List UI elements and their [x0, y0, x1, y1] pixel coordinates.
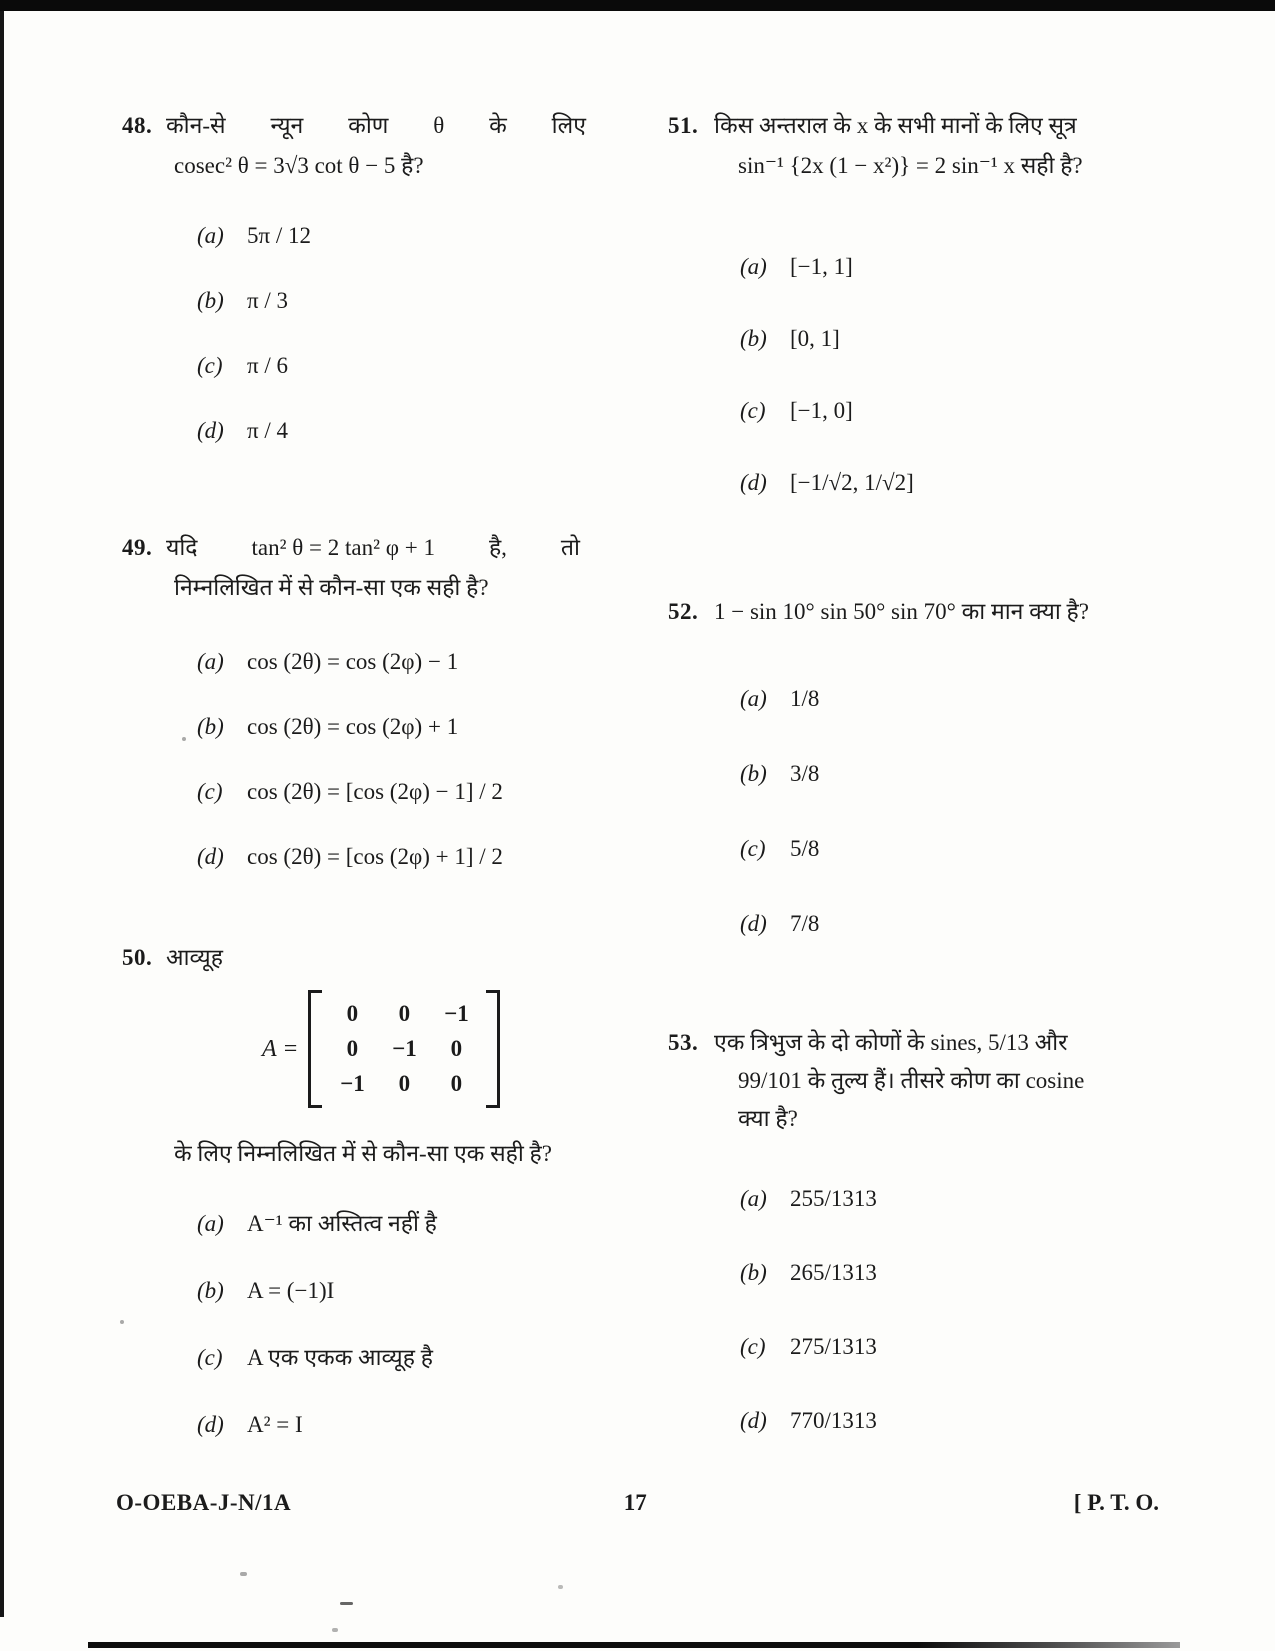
question-line1-part: लिए	[551, 113, 586, 138]
option-text: A एक एकक आव्यूह है	[247, 1345, 433, 1370]
option-label: (a)	[740, 1186, 767, 1211]
option-label: (a)	[740, 254, 767, 279]
option-label: (d)	[740, 911, 767, 936]
option-label: (a)	[197, 649, 224, 674]
option-a	[122, 222, 590, 250]
question-line1-part: कोण	[348, 113, 389, 138]
option-label: (c)	[197, 1345, 223, 1370]
option-label: (c)	[740, 1334, 766, 1359]
option-text: cos (2θ) = cos (2φ) + 1	[247, 714, 459, 739]
question-53-head	[668, 1024, 1120, 1062]
scan-border-left	[0, 11, 4, 1617]
option-label: (d)	[740, 470, 767, 495]
scan-border-bottom	[88, 1642, 1180, 1648]
option-d	[122, 1411, 590, 1439]
scan-speck	[558, 1585, 563, 1589]
option-text: 255/1313	[790, 1186, 877, 1211]
matrix-cell: 0	[346, 1036, 359, 1061]
option-d	[668, 1407, 1120, 1435]
question-line1-part: के	[489, 113, 507, 138]
question-number: 50.	[122, 945, 153, 970]
matrix-cell: 0	[398, 1071, 411, 1096]
option-c	[668, 835, 1120, 863]
question-text-line1: किस अन्तराल के x के सभी मानों के लिए सूत्र	[714, 113, 1077, 138]
matrix-cell: 0	[450, 1036, 463, 1061]
options-list	[122, 648, 590, 871]
option-a	[668, 685, 1120, 713]
question-text-line2: के लिए निम्नलिखित में से कौन-सा एक सही है?	[174, 1141, 552, 1166]
option-text: 5π / 12	[247, 223, 312, 248]
question-line1-part: tan² θ = 2 tan² φ + 1	[251, 535, 435, 560]
option-b	[122, 1277, 590, 1305]
option-a	[668, 1185, 1120, 1213]
option-label: (d)	[197, 1412, 224, 1437]
question-number: 49.	[122, 535, 153, 560]
option-label: (a)	[197, 1211, 224, 1236]
scan-speck	[340, 1602, 353, 1605]
question-line1-part: तो	[560, 535, 580, 560]
option-b	[668, 760, 1120, 788]
question-text-line2: cosec² θ = 3√3 cot θ − 5 है?	[174, 153, 424, 178]
matrix-left-bracket	[308, 990, 322, 1108]
question-number: 53.	[668, 1030, 699, 1055]
options-list	[668, 253, 1120, 497]
option-b	[668, 325, 1120, 353]
option-text: 3/8	[790, 761, 820, 786]
question-number: 51.	[668, 113, 699, 138]
question-line1-part: θ	[433, 113, 445, 138]
question-number: 48.	[122, 113, 153, 138]
question-50	[122, 938, 590, 1439]
options-list	[122, 1210, 590, 1439]
question-51-head	[668, 106, 1120, 146]
option-text: [−1, 1]	[790, 254, 853, 279]
matrix-right-bracket	[486, 990, 500, 1108]
options-list	[668, 685, 1120, 938]
matrix-grid	[322, 993, 486, 1105]
question-intro: आव्यूह	[166, 945, 223, 970]
question-52-head	[668, 592, 1120, 632]
matrix-lhs: A =	[262, 1036, 299, 1062]
matrix-cell: 0	[450, 1071, 463, 1096]
option-text: 275/1313	[790, 1334, 877, 1359]
scan-speck	[240, 1572, 247, 1576]
option-d	[668, 910, 1120, 938]
option-text: cos (2θ) = cos (2φ) − 1	[247, 649, 459, 674]
question-number: 52.	[668, 599, 699, 624]
option-a	[668, 253, 1120, 281]
scan-border-top	[0, 0, 1275, 11]
question-52	[668, 592, 1120, 938]
question-line1-part: यदि	[166, 535, 198, 560]
matrix-cell: −1	[340, 1071, 365, 1096]
question-text-line1: 1 − sin 10° sin 50° sin 70° का मान क्या है?	[714, 599, 1089, 624]
option-text: 265/1313	[790, 1260, 877, 1285]
option-label: (d)	[740, 1408, 767, 1433]
option-label: (d)	[197, 844, 224, 869]
option-text: A² = I	[247, 1412, 303, 1437]
question-text-line2: 99/101 के तुल्य हैं। तीसरे कोण का cosine	[738, 1068, 1085, 1093]
question-text-line1	[166, 528, 580, 568]
question-line1-part: न्यून	[270, 113, 304, 138]
option-c	[122, 1344, 590, 1372]
page-footer	[0, 1488, 1275, 1520]
option-text: 5/8	[790, 836, 820, 861]
option-c	[668, 397, 1120, 425]
question-text-line2: निम्नलिखित में से कौन-सा एक सही है?	[174, 575, 489, 600]
option-c	[668, 1333, 1120, 1361]
option-b	[122, 713, 590, 741]
option-text: π / 4	[247, 418, 289, 443]
question-line1-part: है,	[488, 535, 507, 560]
options-list	[122, 222, 590, 445]
option-text: cos (2θ) = [cos (2φ) + 1] / 2	[247, 844, 503, 869]
option-label: (b)	[197, 714, 224, 739]
option-text: 7/8	[790, 911, 820, 936]
option-label: (a)	[740, 686, 767, 711]
option-text: A = (−1)I	[247, 1278, 335, 1303]
option-label: (d)	[197, 418, 224, 443]
question-50-head	[122, 938, 590, 978]
pto-label: [ P. T. O.	[1073, 1490, 1159, 1515]
option-text: [−1/√2, 1/√2]	[790, 470, 914, 495]
matrix-cell: 0	[398, 1001, 411, 1026]
option-label: (b)	[740, 761, 767, 786]
option-a	[122, 648, 590, 676]
option-label: (b)	[197, 288, 224, 313]
option-label: (b)	[740, 326, 767, 351]
option-label: (c)	[740, 398, 766, 423]
matrix-cell: 0	[346, 1001, 359, 1026]
question-51	[668, 106, 1120, 497]
option-c	[122, 778, 590, 806]
matrix-A	[262, 990, 590, 1108]
option-text: 770/1313	[790, 1408, 877, 1433]
question-48-head	[122, 106, 590, 146]
option-label: (a)	[197, 223, 224, 248]
question-53	[668, 1024, 1120, 1435]
matrix-cell: −1	[392, 1036, 417, 1061]
option-d	[668, 469, 1120, 497]
option-c	[122, 352, 590, 380]
option-label: (c)	[740, 836, 766, 861]
question-text-line2: sin⁻¹ {2x (1 − x²)} = 2 sin⁻¹ x सही है?	[738, 153, 1083, 178]
option-d	[122, 843, 590, 871]
option-d	[122, 417, 590, 445]
option-text: [0, 1]	[790, 326, 840, 351]
option-text: π / 3	[247, 288, 289, 313]
option-text: 1/8	[790, 686, 820, 711]
question-49-head	[122, 528, 590, 568]
option-label: (b)	[740, 1260, 767, 1285]
option-label: (c)	[197, 353, 223, 378]
question-line1-part: कौन-से	[166, 113, 226, 138]
question-text-line1: एक त्रिभुज के दो कोणों के sines, 5/13 और	[714, 1030, 1068, 1055]
option-text: A⁻¹ का अस्तित्व नहीं है	[247, 1211, 437, 1236]
scan-speck	[332, 1628, 338, 1632]
option-a	[122, 1210, 590, 1238]
option-b	[122, 287, 590, 315]
question-text-line3: क्या है?	[738, 1106, 798, 1131]
matrix-cell: −1	[444, 1001, 469, 1026]
option-label: (b)	[197, 1278, 224, 1303]
booklet-code: O-OEBA-J-N/1A	[116, 1490, 292, 1515]
question-49	[122, 528, 590, 871]
options-list	[668, 1185, 1120, 1435]
option-label: (c)	[197, 779, 223, 804]
option-text: [−1, 0]	[790, 398, 853, 423]
page-number: 17	[623, 1490, 647, 1515]
question-48	[122, 106, 590, 445]
option-text: π / 6	[247, 353, 289, 378]
option-text: cos (2θ) = [cos (2φ) − 1] / 2	[247, 779, 503, 804]
option-b	[668, 1259, 1120, 1287]
question-text-line1	[166, 106, 586, 146]
